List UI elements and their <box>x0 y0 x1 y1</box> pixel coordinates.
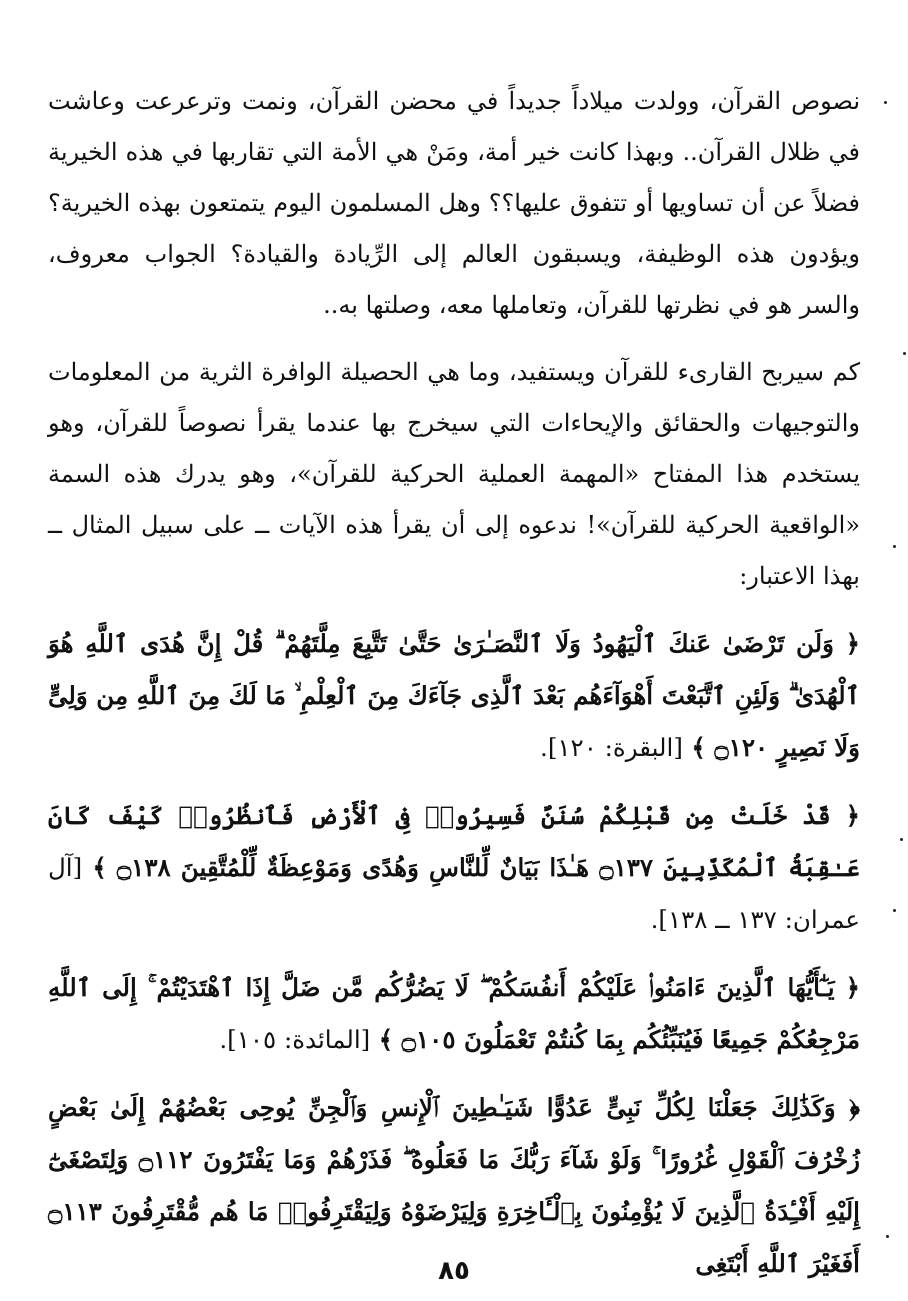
scan-speck <box>903 352 906 355</box>
scan-speck <box>900 838 903 841</box>
quran-verse-1 <box>48 618 860 774</box>
paragraph-2: كم سيربح القارىء للقرآن ويستفيد، وما هي الحصيلة الوافرة الثرية من المعلومات والتوجيهات والحقائق والإيحاءات التي سيخرج بها عندما يقرأ نصوصاً للقرآن، وهو يستخدم هذا المفتاح «المهمة العملية الحركية للقرآن»، وهو يدرك هذه السمة «الواقعية الحركية للقرآن»! ندعوه إلى أن يقرأ هذه الآيات ــ على سبيل المثال ــ بهذا الاعتبار: <box>48 358 860 590</box>
verse-text: ﴿ قَدْ خَلَتْ مِن قَبْلِكُمْ سُنَنٌ فَسِيرُوا۟ فِى ٱلْأَرْضِ فَٱنظُرُوا۟ كَيْفَ كَانَ عَـٰقِبَةُ ٱلْمُكَذِّبِينَ ۝١٣٧ هَـٰذَا بَيَانٌ لِّلنَّاسِ وَهُدًى وَمَوْعِظَةٌ لِّلْمُتَّقِينَ ۝١٣٨ ﴾ <box>48 801 860 882</box>
paragraph-gap <box>48 331 860 347</box>
verse-reference: [آل عمران: ١٣٧ ــ ١٣٨]. <box>48 853 860 934</box>
quran-verse-3 <box>48 962 860 1066</box>
paragraph-gap <box>48 602 860 618</box>
scan-speck <box>893 545 896 548</box>
paragraph-gap <box>48 1066 860 1082</box>
paragraph-1: نصوص القرآن، وولدت ميلاداً جديداً في محضن القرآن، ونمت وترعرعت وعاشت في ظلال القرآن.. وبهذا كانت خير أمة، ومَنْ هي الأمة التي تقاربها في هذه الخيرية فضلاً عن أن تساويها أو تتفوق عليها؟؟ وهل المسلمون اليوم يتمتعون بهذه الخيرية؟ ويؤدون هذه الوظيفة، ويسبقون العالم إلى الرِّيادة والقيادة؟ الجواب معروف، والسر هو في نظرتها للقرآن، وتعاملها معه، وصلتها به.. <box>48 87 860 319</box>
paragraph-gap <box>48 774 860 790</box>
page-body <box>48 76 860 1290</box>
scan-speck <box>893 909 896 912</box>
verse-text: ﴿ يَـٰٓأَيُّهَا ٱلَّذِينَ ءَامَنُوا۟ عَلَيْكُمْ أَنفُسَكُمْ ۖ لَا يَضُرُّكُم مَّن ضَلَّ إِذَا ٱهْتَدَيْتُمْ ۚ إِلَى ٱللَّهِ مَرْجِعُكُمْ جَمِيعًا فَيُنَبِّئُكُم بِمَا كُنتُمْ تَعْمَلُونَ ۝١٠٥ ﴾ <box>48 973 860 1054</box>
paragraph-gap <box>48 946 860 962</box>
verse-text: ﴿ وَلَن تَرْضَىٰ عَنكَ ٱلْيَهُودُ وَلَا ٱلنَّصَـٰرَىٰ حَتَّىٰ تَتَّبِعَ مِلَّتَهُمْ ۗ قُلْ إِنَّ هُدَى ٱللَّهِ هُوَ ٱلْهُدَىٰ ۗ وَلَئِنِ ٱتَّبَعْتَ أَهْوَآءَهُم بَعْدَ ٱلَّذِى جَآءَكَ مِنَ ٱلْعِلْمِ ۙ مَا لَكَ مِنَ ٱللَّهِ مِن وَلِىٍّ وَلَا نَصِيرٍ ۝١٢٠ ﴾ <box>48 629 860 762</box>
verse-reference: [البقرة: ١٢٠]. <box>540 733 683 762</box>
page-number: ٨٥ <box>438 1256 470 1286</box>
scan-speck <box>886 1235 889 1238</box>
verse-text: ﴿ وَكَذَٰلِكَ جَعَلْنَا لِكُلِّ نَبِىٍّ عَدُوًّا شَيَـٰطِينَ ٱلْإِنسِ وَٱلْجِنِّ يُوحِى بَعْضُهُمْ إِلَىٰ بَعْضٍ زُخْرُفَ ٱلْقَوْلِ غُرُورًا ۚ وَلَوْ شَآءَ رَبُّكَ مَا فَعَلُوهُ ۖ فَذَرْهُمْ وَمَا يَفْتَرُونَ ۝١١٢ وَلِتَصْغَىٰٓ إِلَيْهِ أَفْـِٔدَةُ ٱلَّذِينَ لَا يُؤْمِنُونَ بِٱلْـَٔاخِرَةِ وَلِيَرْضَوْهُ وَلِيَقْتَرِفُوا۟ مَا هُم مُّقْتَرِفُونَ ۝١١٣ أَفَغَيْرَ ٱللَّهِ أَبْتَغِى <box>48 1093 860 1278</box>
verse-reference: [المائدة: ١٠٥]. <box>219 1025 371 1054</box>
scan-speck <box>884 101 887 104</box>
quran-verse-2 <box>48 790 860 946</box>
